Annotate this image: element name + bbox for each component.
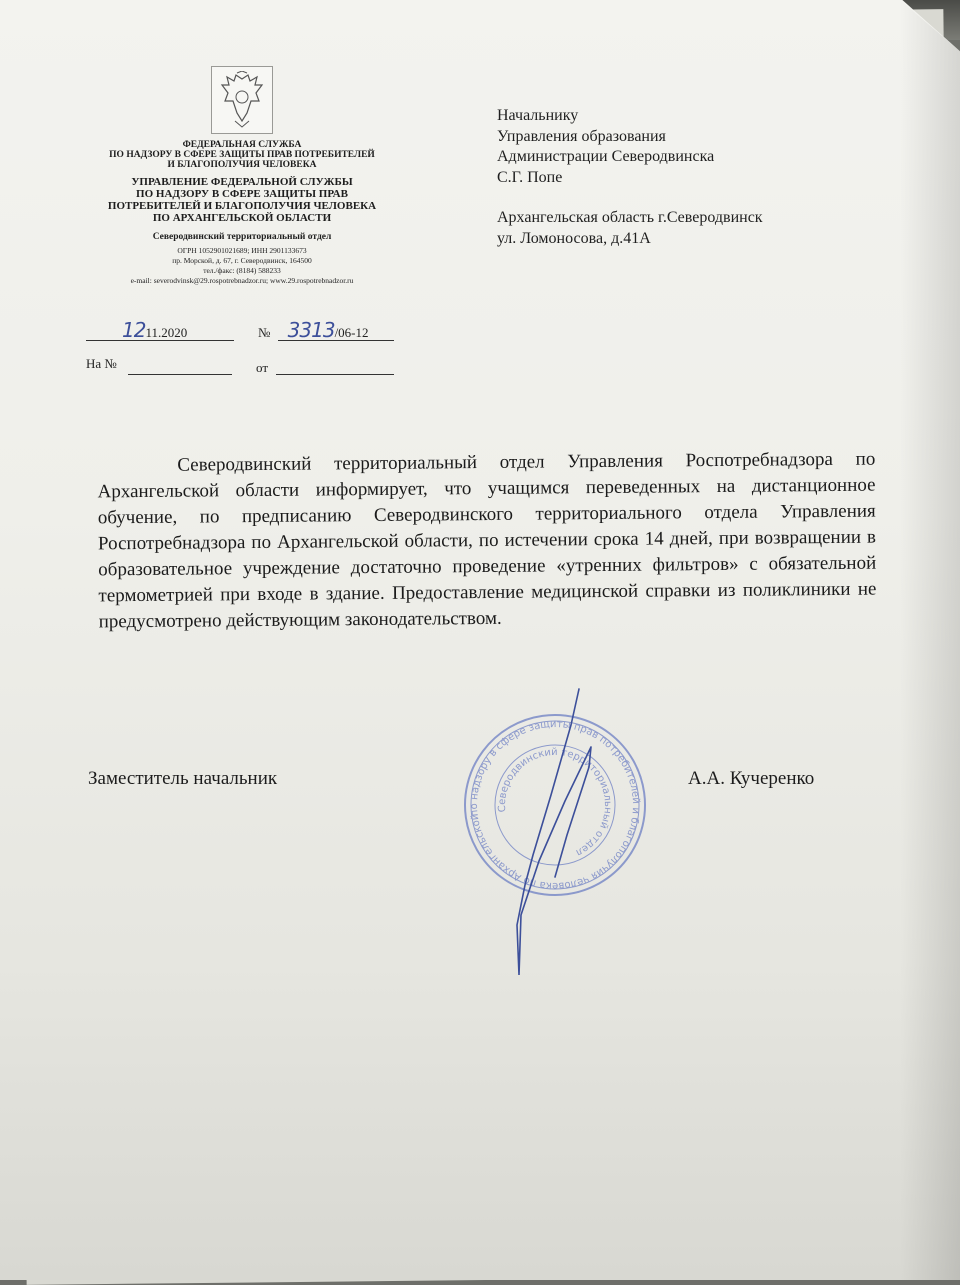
handwritten-number: 3313 [287,318,335,342]
postal-address: пр. Морской, д. 67, г. Северодвинск, 164500 [172,256,312,265]
requisites [86,246,398,286]
signatory-name: А.А. Кучеренко [688,768,815,789]
stamp-inner-ring [460,710,650,900]
stamp-inner-text: Северодвинский территориальный отдел [496,746,614,858]
handwritten-day: 12 [122,318,146,342]
addressee-block [497,106,857,249]
service-line: ФЕДЕРАЛЬНАЯ СЛУЖБА [182,140,302,150]
date-month-year: 11.2020 [145,325,188,340]
number-underline [278,340,394,341]
addressee-address-line: Архангельская область г.Северодвинск [497,209,763,226]
email-website: e-mail: severodvinsk@29.rospotrebnadzor.ru; www.29.rospotrebnadzor.ru [130,276,354,285]
outgoing-number [258,318,369,342]
reference-date-underline [276,374,394,375]
letter-body: Северодвинский территориальный отдел Управления Роспотребнадзора по Архангельской области информирует, что учащимся переведенных на дистанционное обучение, по предписанию Северодвинского территориального отдела Управления Роспотребнадзора по Архангельской области, по истечении срока 14 дней, при возвращении в образовательное учреждение достаточно проведение «утренних фильтров» с обязательной термометрией при входе в здание. Предоставление медицинской справки из поликлиники не предусмотрено действующим законодательством. [97,448,877,633]
ogrn-inn: ОГРН 1052901021689; ИНН 2901133673 [177,246,307,255]
office-line: ПО АРХАНГЕЛЬСКОЙ ОБЛАСТИ [152,212,332,224]
number-suffix: /06-12 [334,325,369,340]
department-name: Северодвинский территориальный отдел [152,232,332,242]
service-line: ПО НАДЗОРУ В СФЕРЕ ЗАЩИТЫ ПРАВ ПОТРЕБИТЕЛЕЙ [109,150,375,160]
addressee-line: Администрации Северодвинска [497,148,715,165]
service-line: И БЛАГОПОЛУЧИЯ ЧЕЛОВЕКА [167,160,317,170]
stamp-outer-text: по надзору в сфере защиты прав потребителей и благополучия человека по Архангельской [468,718,642,892]
office-name [86,176,398,224]
reference-date-label: от [256,360,269,375]
page-shadow [900,0,960,1280]
addressee-line: С.Г. Попе [497,168,563,186]
signatory-title: Заместитель начальник [88,768,278,789]
office-line: ПО НАДЗОРУ В СФЕРЕ ЗАЩИТЫ ПРАВ [136,188,348,200]
number-label: № [258,325,271,340]
official-stamp [455,685,655,975]
addressee-line: Начальнику [497,107,579,124]
addressee-address-line: ул. Ломоносова, д.41А [497,229,651,247]
addressee-line: Управления образования [497,127,666,145]
office-line: ПОТРЕБИТЕЛЕЙ И БЛАГОПОЛУЧИЯ ЧЕЛОВЕКА [107,200,377,212]
reference-number-label: На № [86,356,117,371]
phone-fax: тел./факс: (8184) 588233 [203,266,281,275]
office-line: УПРАВЛЕНИЕ ФЕДЕРАЛЬНОЙ СЛУЖБЫ [131,176,353,188]
date-underline [86,340,234,341]
letterhead [86,66,398,286]
coat-of-arms-icon [211,66,273,134]
service-name [86,140,398,170]
reference-number-underline [128,374,232,375]
outgoing-date [122,318,187,342]
